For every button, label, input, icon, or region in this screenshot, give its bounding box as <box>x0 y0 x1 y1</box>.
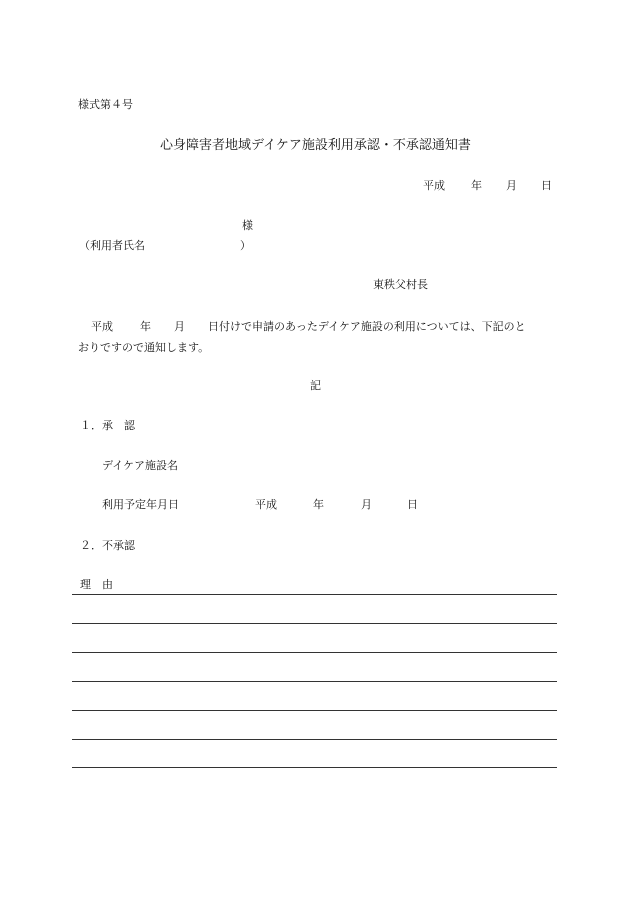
body-text-line2: おりですので通知します。 <box>78 341 210 354</box>
recipient-honorific: 様 <box>242 219 253 232</box>
document-title: 心身障害者地域デイケア施設利用承認・不承認通知書 <box>160 138 471 153</box>
reason-line <box>72 681 557 682</box>
date-year: 年 <box>471 179 482 192</box>
reason-line <box>72 623 557 624</box>
planned-date-month: 月 <box>361 498 372 511</box>
date-era: 平成 <box>423 179 445 192</box>
planned-date-label: 利用予定年月日 <box>102 498 179 511</box>
recipient-close-paren: ） <box>240 239 251 252</box>
section2-heading: ２．不承認 <box>80 539 135 552</box>
body-text-line1: 日付けで申請のあったデイケア施設の利用については、下記のと <box>208 320 526 333</box>
date-month: 月 <box>506 179 517 192</box>
reason-line <box>72 739 557 740</box>
date-day: 日 <box>541 179 552 192</box>
recipient-label: （利用者氏名 <box>79 239 145 252</box>
reason-line <box>72 594 557 595</box>
body-month: 月 <box>174 320 185 333</box>
body-year: 年 <box>140 320 151 333</box>
form-number: 様式第４号 <box>78 98 133 111</box>
reason-line <box>72 652 557 653</box>
reason-label: 理 由 <box>80 578 113 591</box>
facility-name-label: デイケア施設名 <box>102 459 179 472</box>
body-era: 平成 <box>91 320 113 333</box>
planned-date-year: 年 <box>313 498 324 511</box>
section1-heading: １．承 認 <box>80 419 135 432</box>
ki-heading: 記 <box>310 379 321 392</box>
planned-date-day: 日 <box>407 498 418 511</box>
reason-line <box>72 710 557 711</box>
issuer: 東秩父村長 <box>373 278 428 291</box>
reason-line <box>72 767 557 768</box>
planned-date-era: 平成 <box>255 498 277 511</box>
